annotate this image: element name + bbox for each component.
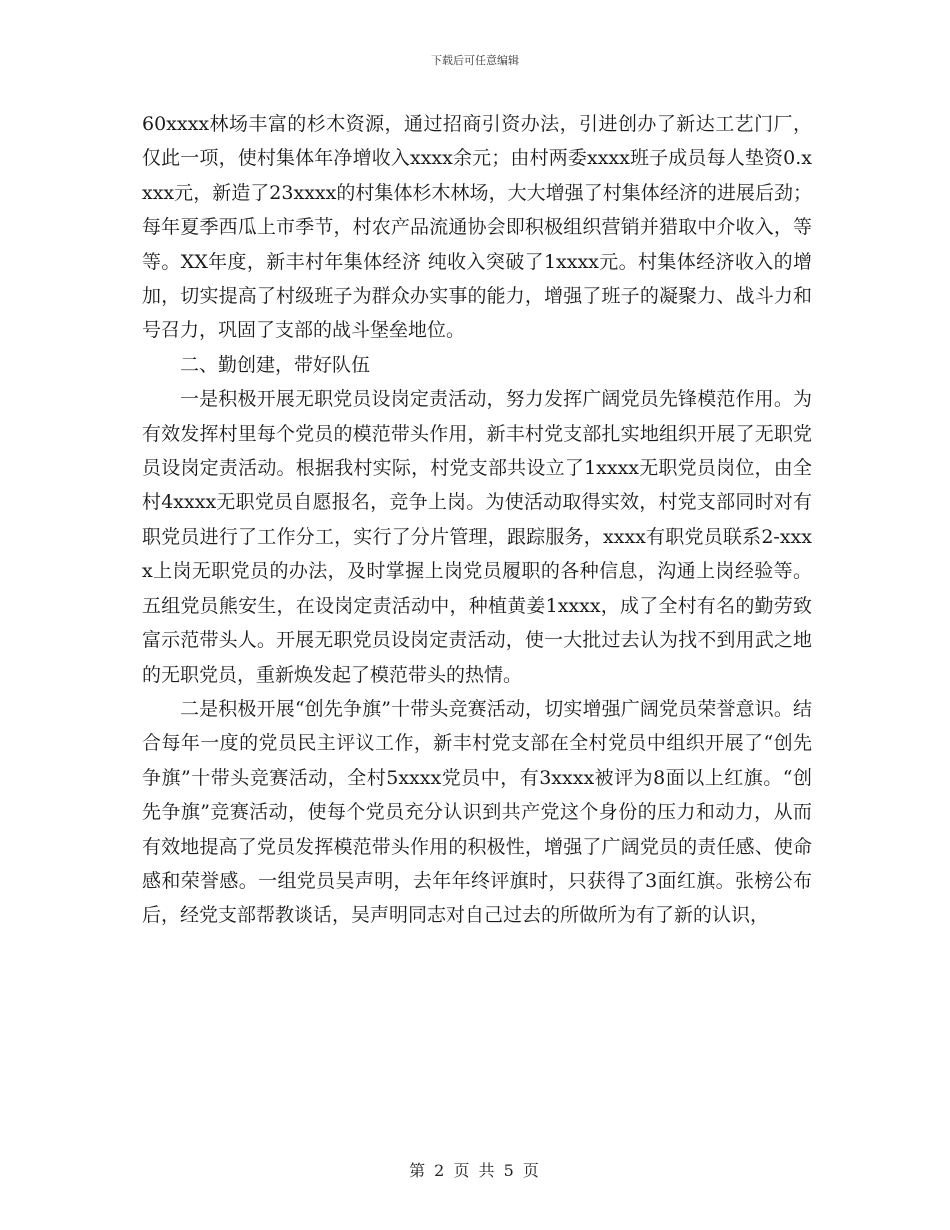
- paragraph-collective-economy: 60xxxx林场丰富的杉木资源，通过招商引资办法，引进创办了新达工艺门厂，仅此一项，使村集体年净增收入xxxx余元；由村两委xxxx班子成员每人垫资0.xxxx元，新造了23xxxx的村集体杉木林场，大大增强了村集体经济的进展后劲；每年夏季西瓜上市季节，村农产品流通协会即积极组织营销并猎取中介收入，等等。XX年度，新丰村年集体经济 纯收入突破了1xxxx元。村集体经济收入的增加，切实提高了村级班子为群众办实事的能力，增强了班子的凝聚力、战斗力和号召力，巩固了支部的战斗堡垒地位。: [142, 113, 812, 342]
- paragraph-party-member-posts: 一是积极开展无职党员设岗定责活动，努力发挥广阔党员先锋模范作用。为有效发挥村里每个党员的模范带头作用，新丰村党支部扎实地组织开展了无职党员设岗定责活动。根据我村实际，村党支部共设立了1xxxx无职党员岗位，由全村4xxxx无职党员自愿报名，竞争上岗。为使活动取得实效，村党支部同时对有职党员进行了工作分工，实行了分片管理，跟踪服务，xxxx有职党员联系2-xxxx上岗无职党员的办法，及时掌握上岗党员履职的各种信息，沟通上岗经验等。五组党员熊安生，在设岗定责活动中，种植黄姜1xxxx，成了全村有名的勤劳致富示范带头人。开展无职党员设岗定责活动，使一大批过去认为找不到用武之地的无职党员，重新焕发起了模范带头的热情。: [142, 388, 812, 686]
- page-number-footer: 第 2 页 共 5 页: [409, 1161, 541, 1180]
- section-heading-team-building: 二、勤创建，带好队伍: [180, 353, 371, 376]
- page-header: 下载后可任意编辑: [431, 54, 519, 67]
- paragraph-flag-competition: 二是积极开展“创先争旗”十带头竞赛活动，切实增强广阔党员荣誉意识。结合每年一度的党员民主评议工作，新丰村党支部在全村党员中组织开展了“创先争旗”十带头竞赛活动，全村5xxxx党员中，有3xxxx被评为8面以上红旗。“创先争旗”竞赛活动，使每个党员充分认识到共产党这个身份的压力和动力，从而有效地提高了党员发挥模范带头作用的积极性，增强了广阔党员的责任感、使命感和荣誉感。一组党员吴声明，去年年终评旗时，只获得了3面红旗。张榜公布后，经党支部帮教谈话，吴声明同志对自己过去的所做所为有了新的认识，: [142, 697, 812, 927]
- document-body: [142, 107, 812, 933]
